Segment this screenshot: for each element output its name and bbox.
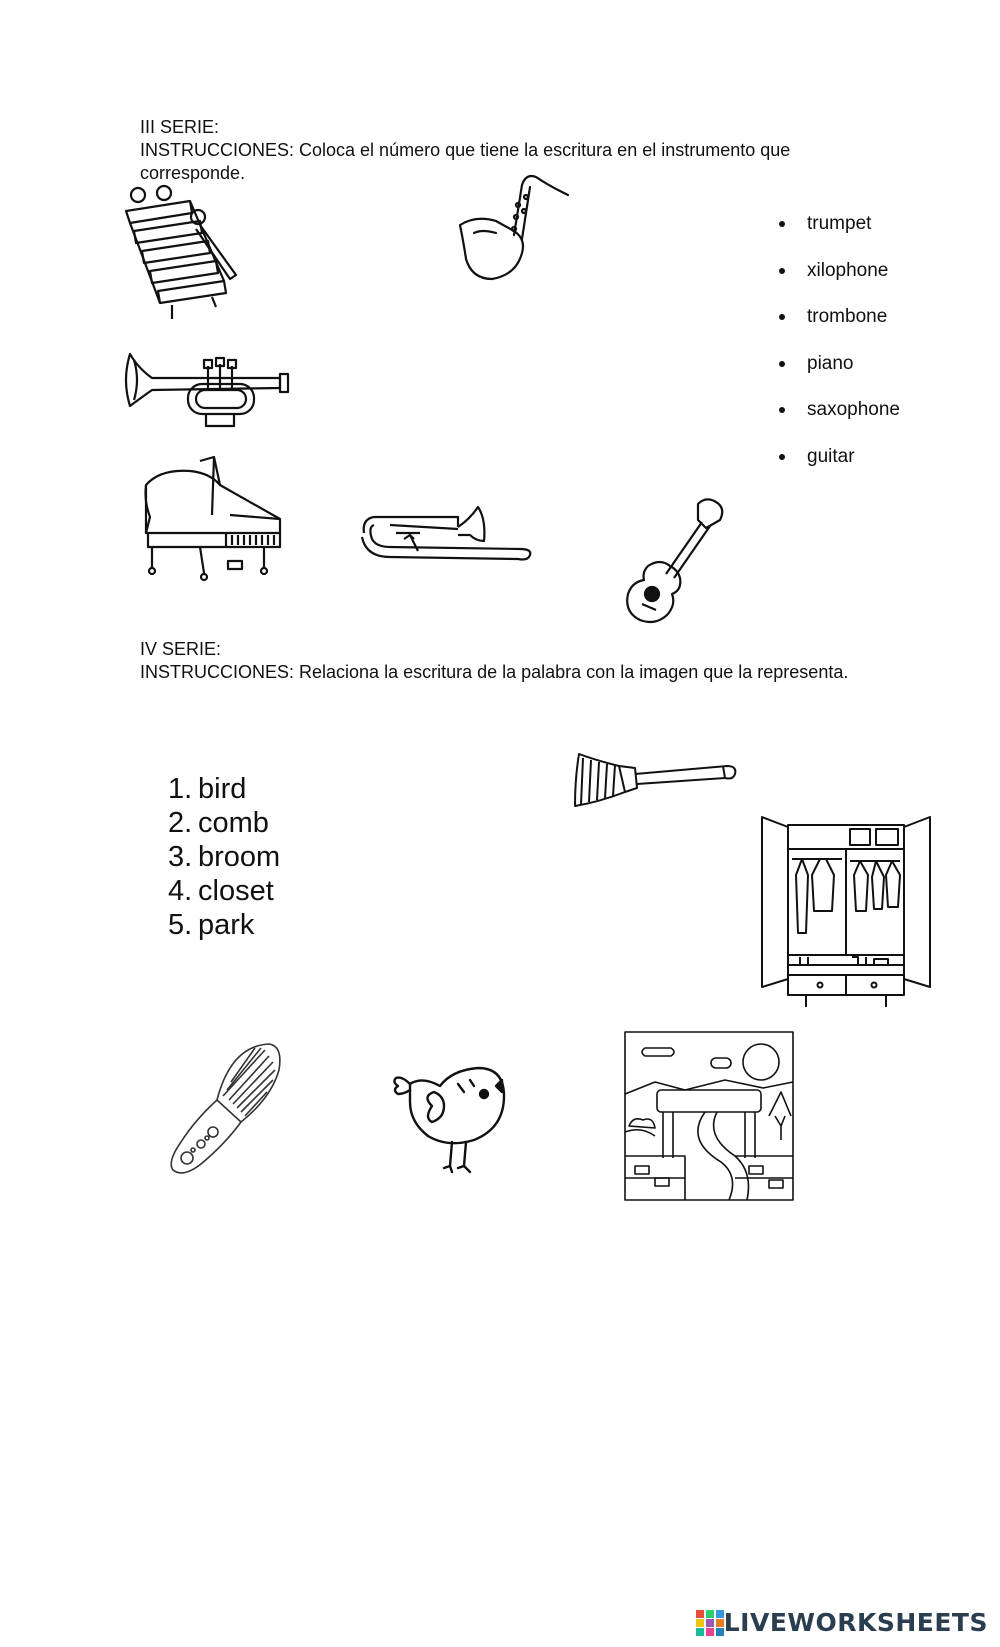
word-item: trombone: [775, 305, 900, 352]
list-item: 4. closet: [168, 875, 274, 907]
liveworksheets-logo-icon: [696, 1610, 724, 1636]
word-item: trumpet: [775, 212, 900, 259]
list-item: 2. comb: [168, 807, 269, 839]
series3-word-list: [775, 212, 900, 491]
series4-numbered-list: [168, 772, 280, 942]
comb-icon: [165, 1042, 285, 1177]
trombone-icon: [360, 505, 535, 570]
liveworksheets-brand-text: LIVEWORKSHEETS: [723, 1608, 988, 1637]
list-item: 1. bird: [168, 773, 247, 805]
piano-icon: [140, 455, 285, 585]
liveworksheets-logo: [696, 1608, 988, 1637]
xylophone-icon: [120, 183, 240, 325]
word-item: saxophone: [775, 398, 900, 445]
list-item: 5. park: [168, 909, 255, 941]
word-item: xilophone: [775, 259, 900, 306]
series3-instructions: INSTRUCCIONES: Coloca el número que tiene la escritura en el instrumento que corresponde.: [140, 140, 791, 183]
series4-instructions: INSTRUCCIONES: Relaciona la escritura de la palabra con la imagen que la representa.: [140, 662, 849, 682]
broom-icon: [575, 748, 740, 810]
saxophone-icon: [456, 175, 571, 285]
trumpet-icon: [120, 350, 288, 432]
series4-header: [140, 638, 860, 684]
word-item: guitar: [775, 445, 900, 492]
list-item: 3. broom: [168, 841, 281, 873]
park-icon: [625, 1032, 793, 1200]
series3-heading: III SERIE:: [140, 117, 220, 137]
word-item: piano: [775, 352, 900, 399]
guitar-icon: [622, 498, 732, 626]
series4-heading: IV SERIE:: [140, 639, 222, 659]
closet-icon: [762, 815, 930, 1015]
bird-icon: [392, 1062, 512, 1177]
